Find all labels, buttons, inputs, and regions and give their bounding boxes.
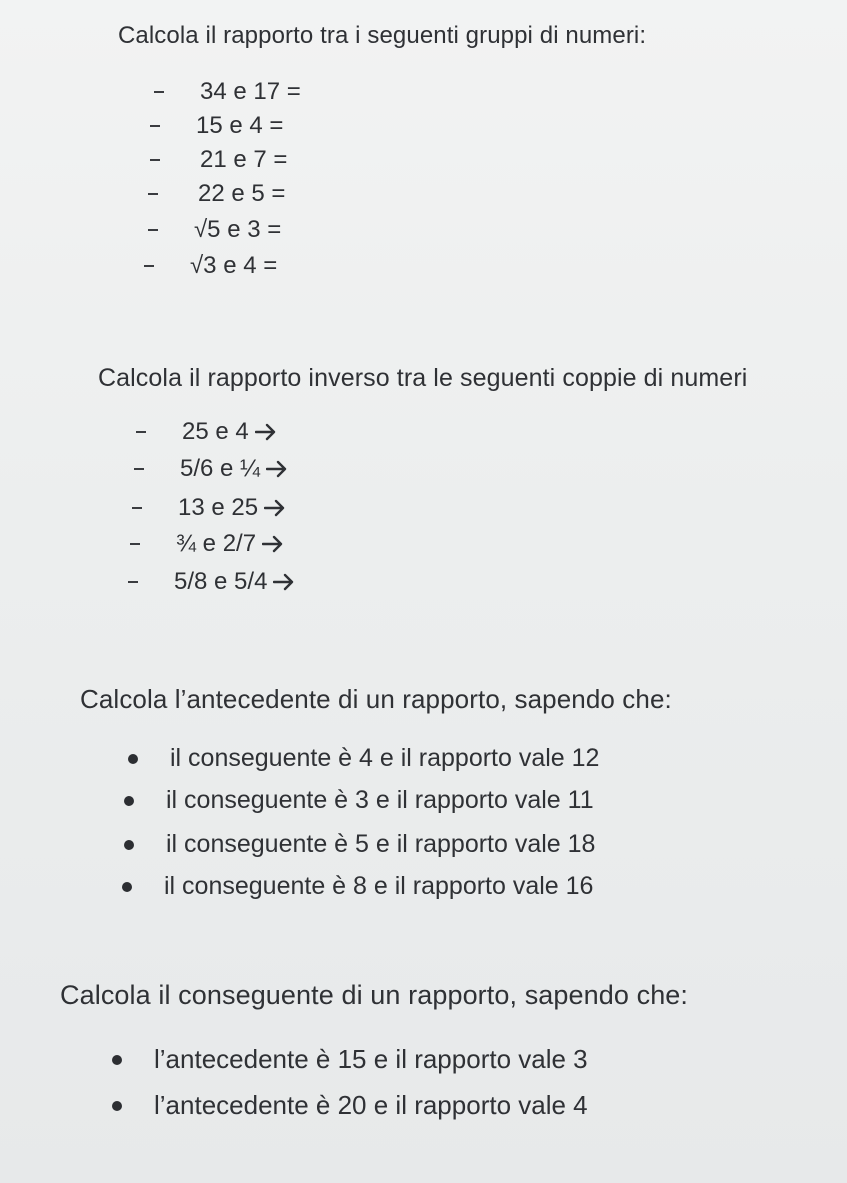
dash-marker xyxy=(154,91,164,93)
inverse-item-text: 25 e 4 xyxy=(182,418,249,445)
arrow-right-icon xyxy=(264,498,286,518)
dash-marker xyxy=(144,265,154,267)
inverse-item xyxy=(134,455,288,483)
antecedent-item xyxy=(122,872,593,901)
arrow-right-icon xyxy=(255,422,277,442)
arrow-right-icon xyxy=(262,534,284,554)
ratio-item xyxy=(150,146,287,174)
consequent-item-text: l’antecedente è 20 e il rapporto vale 4 xyxy=(154,1090,588,1120)
bullet-marker xyxy=(128,754,138,764)
inverse-item xyxy=(136,418,277,446)
bullet-marker xyxy=(112,1055,122,1065)
ratio-item xyxy=(154,78,301,106)
inverse-item-text: 5/6 e ¼ xyxy=(180,455,261,482)
ratio-item-text: 15 e 4 = xyxy=(196,112,284,139)
ratio-item-text: √3 e 4 = xyxy=(190,252,278,279)
ratio-item-text: 22 e 5 = xyxy=(198,180,286,207)
ratio-item xyxy=(144,252,277,280)
dash-marker xyxy=(150,125,160,127)
bullet-marker xyxy=(124,840,134,850)
arrow-right-icon xyxy=(273,572,295,592)
antecedent-item-text: il conseguente è 4 e il rapporto vale 12 xyxy=(170,744,600,772)
dash-marker xyxy=(132,507,142,509)
dash-marker xyxy=(148,229,158,231)
dash-marker xyxy=(134,468,144,470)
inverse-item-text: 13 e 25 xyxy=(178,494,259,521)
consequent-item xyxy=(112,1044,588,1075)
dash-marker xyxy=(150,159,160,161)
section2-title: Calcola il rapporto inverso tra le seguenti coppie di numeri xyxy=(98,364,748,392)
inverse-item-text: ¾ e 2/7 xyxy=(176,530,257,557)
consequent-item-text: l’antecedente è 15 e il rapporto vale 3 xyxy=(154,1044,588,1074)
ratio-item-text: √5 e 3 = xyxy=(194,216,282,243)
antecedent-item-text: il conseguente è 3 e il rapporto vale 11 xyxy=(166,786,594,814)
inverse-item xyxy=(130,530,284,558)
ratio-item xyxy=(148,180,285,208)
arrow-right-icon xyxy=(266,459,288,479)
ratio-item xyxy=(148,216,281,244)
bullet-marker xyxy=(112,1101,122,1111)
dash-marker xyxy=(128,581,138,583)
antecedent-item xyxy=(128,744,599,773)
dash-marker xyxy=(130,543,140,545)
consequent-item xyxy=(112,1090,588,1121)
inverse-item xyxy=(132,494,286,522)
dash-marker xyxy=(136,431,146,433)
bullet-marker xyxy=(122,882,132,892)
antecedent-item xyxy=(124,786,594,815)
section3-title: Calcola l’antecedente di un rapporto, sapendo che: xyxy=(80,684,672,714)
inverse-item xyxy=(128,568,295,596)
section4-title: Calcola il conseguente di un rapporto, sapendo che: xyxy=(60,980,689,1010)
antecedent-item-text: il conseguente è 5 e il rapporto vale 18 xyxy=(166,830,596,858)
antecedent-item-text: il conseguente è 8 e il rapporto vale 16 xyxy=(164,872,594,900)
section1-title: Calcola il rapporto tra i seguenti gruppi di numeri: xyxy=(118,22,647,49)
ratio-item xyxy=(150,112,283,140)
ratio-item-text: 34 e 17 = xyxy=(200,78,301,105)
antecedent-item xyxy=(124,830,595,859)
bullet-marker xyxy=(124,796,134,806)
ratio-item-text: 21 e 7 = xyxy=(200,146,288,173)
dash-marker xyxy=(148,193,158,195)
inverse-item-text: 5/8 e 5/4 xyxy=(174,568,268,595)
